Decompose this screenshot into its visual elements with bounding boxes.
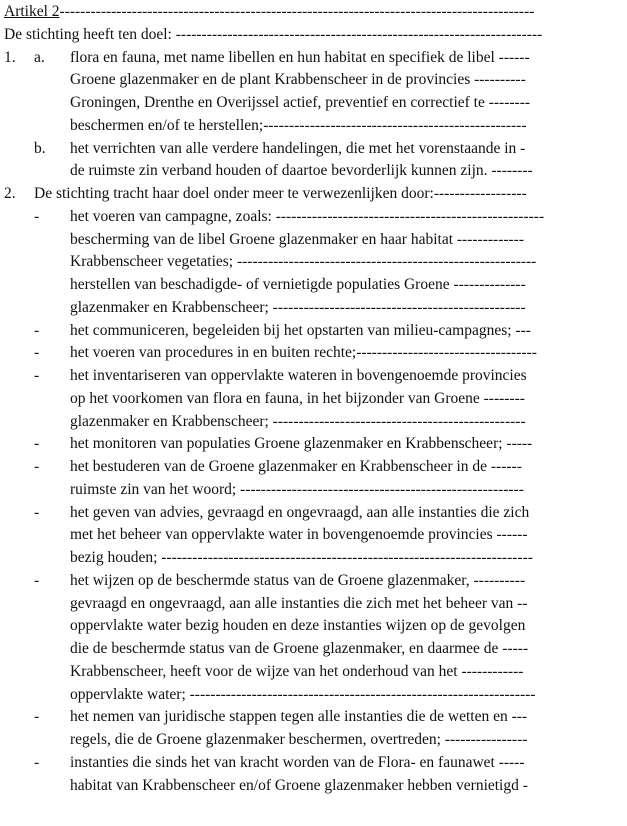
list-dash: -: [34, 571, 40, 589]
list-dash: -: [34, 753, 40, 771]
clause-number: 1.: [4, 48, 16, 66]
body-line: [4, 729, 576, 752]
list-dash: -: [34, 344, 40, 362]
body-line: [4, 615, 576, 638]
document-page: [4, 1, 576, 797]
body-line: [4, 638, 576, 661]
list-item-line: [4, 320, 576, 343]
line-text: glazenmaker en Krabbenscheer; -------------------------------------------------: [70, 298, 526, 316]
clause-letter: a.: [34, 48, 45, 66]
body-line: [4, 274, 576, 297]
intro-line: [4, 24, 576, 47]
list-dash: -: [34, 207, 40, 225]
line-text: Groene glazenmaker en de plant Krabbenscheer in de provincies ----------: [70, 71, 526, 89]
clause-number: 2.: [4, 185, 16, 202]
line-text: de ruimste zin verband houden of daartoe bevorderlijk kunnen zijn. --------: [70, 162, 533, 180]
list-item-line: [4, 342, 576, 365]
list-item-line: [4, 365, 576, 388]
line-text: oppervlakte water; -------------------------------------------------------------------: [70, 685, 536, 703]
line-text: regels, die de Groene glazenmaker beschermen, overtreden; ----------------: [70, 731, 528, 748]
line-text: Groningen, Drenthe en Overijssel actief, preventief en correctief te --------: [70, 94, 531, 111]
body-line: [4, 593, 576, 616]
line-text: het wijzen op de beschermde status van de Groene glazenmaker, ----------: [70, 571, 526, 589]
list-dash: -: [34, 367, 40, 384]
body-line: [4, 229, 576, 252]
line-text: het voeren van procedures in en buiten rechte;-----------------------------------: [70, 344, 537, 362]
line-text: het nemen van juridische stappen tegen alle instanties die de wetten en ---: [70, 708, 528, 726]
body-line: [4, 115, 576, 138]
list-item-line: [4, 206, 576, 229]
line-text: De stichting heeft ten doel: -----------------------------------------------------------------------: [4, 25, 543, 43]
line-text: die de beschermde status van de Groene glazenmaker, en daarmee de -----: [70, 640, 529, 657]
body-line: [4, 524, 576, 547]
line-text: bezig houden; ------------------------------------------------------------------------: [70, 549, 533, 566]
line-text: ruimste zin van het woord; -------------------------------------------------------: [70, 480, 524, 498]
body-line: [4, 251, 576, 274]
line-text: herstellen van beschadigde- of vernietigde populaties Groene --------------: [70, 276, 526, 293]
list-item-line: [4, 456, 576, 479]
line-text: Krabbenscheer vegetaties; ----------------------------------------------------------: [70, 253, 537, 271]
article-heading-fill: --------------------------------------------------------------------------------------------: [59, 3, 535, 20]
list-dash: -: [34, 435, 40, 453]
body-line: [4, 661, 576, 684]
body-line: [4, 160, 576, 183]
list-item-line: [4, 433, 576, 456]
line-text: flora en fauna, met name libellen en hun habitat en specifiek de libel ------: [70, 48, 530, 66]
list-dash: -: [34, 458, 40, 475]
body-line: [4, 92, 576, 115]
line-text: gevraagd en ongevraagd, aan alle instanties die zich met het beheer van --: [70, 594, 528, 612]
body-line: [4, 411, 576, 434]
line-text: beschermen en/of te herstellen;---------------------------------------------------: [70, 116, 527, 134]
list-item-line: [4, 752, 576, 775]
article-heading: Artikel 2: [4, 3, 60, 20]
line-text: bescherming van de libel Groene glazenmaker en haar habitat -------------: [70, 230, 524, 248]
line-text: instanties die sinds het van kracht worden van de Flora- en faunawet -----: [70, 753, 525, 771]
line-text: habitat van Krabbenscheer en/of Groene glazenmaker hebben vernietigd -: [70, 776, 528, 794]
line-text: het voeren van campagne, zoals: ----------------------------------------------------: [70, 207, 545, 225]
list-item-line: [4, 706, 576, 729]
list-item-line: [4, 502, 576, 525]
article-heading-line: [4, 1, 576, 24]
body-line: [4, 388, 576, 411]
clause-1a-line: [4, 47, 576, 70]
line-text: het verrichten van alle verdere handelingen, die met het vorenstaande in -: [70, 139, 526, 157]
list-dash: -: [34, 503, 40, 521]
clause-1b-line: [4, 138, 576, 161]
clause-2-line: [4, 183, 576, 206]
list-dash: -: [34, 708, 40, 726]
body-line: [4, 69, 576, 92]
body-line: [4, 547, 576, 570]
line-text: het bestuderen van de Groene glazenmaker en Krabbenscheer in de ------: [70, 458, 522, 475]
line-text: oppervlakte water bezig houden en deze instanties wijzen op de gevolgen: [70, 617, 526, 635]
line-text: het inventariseren van oppervlakte wateren in bovengenoemde provincies: [70, 367, 527, 384]
line-text: met het beheer van oppervlakte water in bovengenoemde provincies ------: [70, 526, 528, 544]
list-item-line: [4, 570, 576, 593]
line-text: Krabbenscheer, heeft voor de wijze van het onderhoud van het ------------: [70, 662, 524, 680]
line-text: op het voorkomen van flora en fauna, in het bijzonder van Groene --------: [70, 389, 525, 407]
line-text: De stichting tracht haar doel onder meer te verwezenlijken door:------------------: [34, 185, 527, 202]
line-text: het geven van advies, gevraagd en ongevraagd, aan alle instanties die zich: [70, 503, 530, 521]
body-line: [4, 479, 576, 502]
body-line: [4, 684, 576, 707]
line-text: het communiceren, begeleiden bij het opstarten van milieu-campagnes; ---: [70, 321, 531, 339]
line-text: glazenmaker en Krabbenscheer; -------------------------------------------------: [70, 412, 526, 430]
list-dash: -: [34, 321, 40, 339]
line-text: het monitoren van populaties Groene glazenmaker en Krabbenscheer; -----: [70, 435, 533, 453]
body-line: [4, 297, 576, 320]
clause-letter: b.: [34, 139, 46, 157]
body-line: [4, 775, 576, 798]
